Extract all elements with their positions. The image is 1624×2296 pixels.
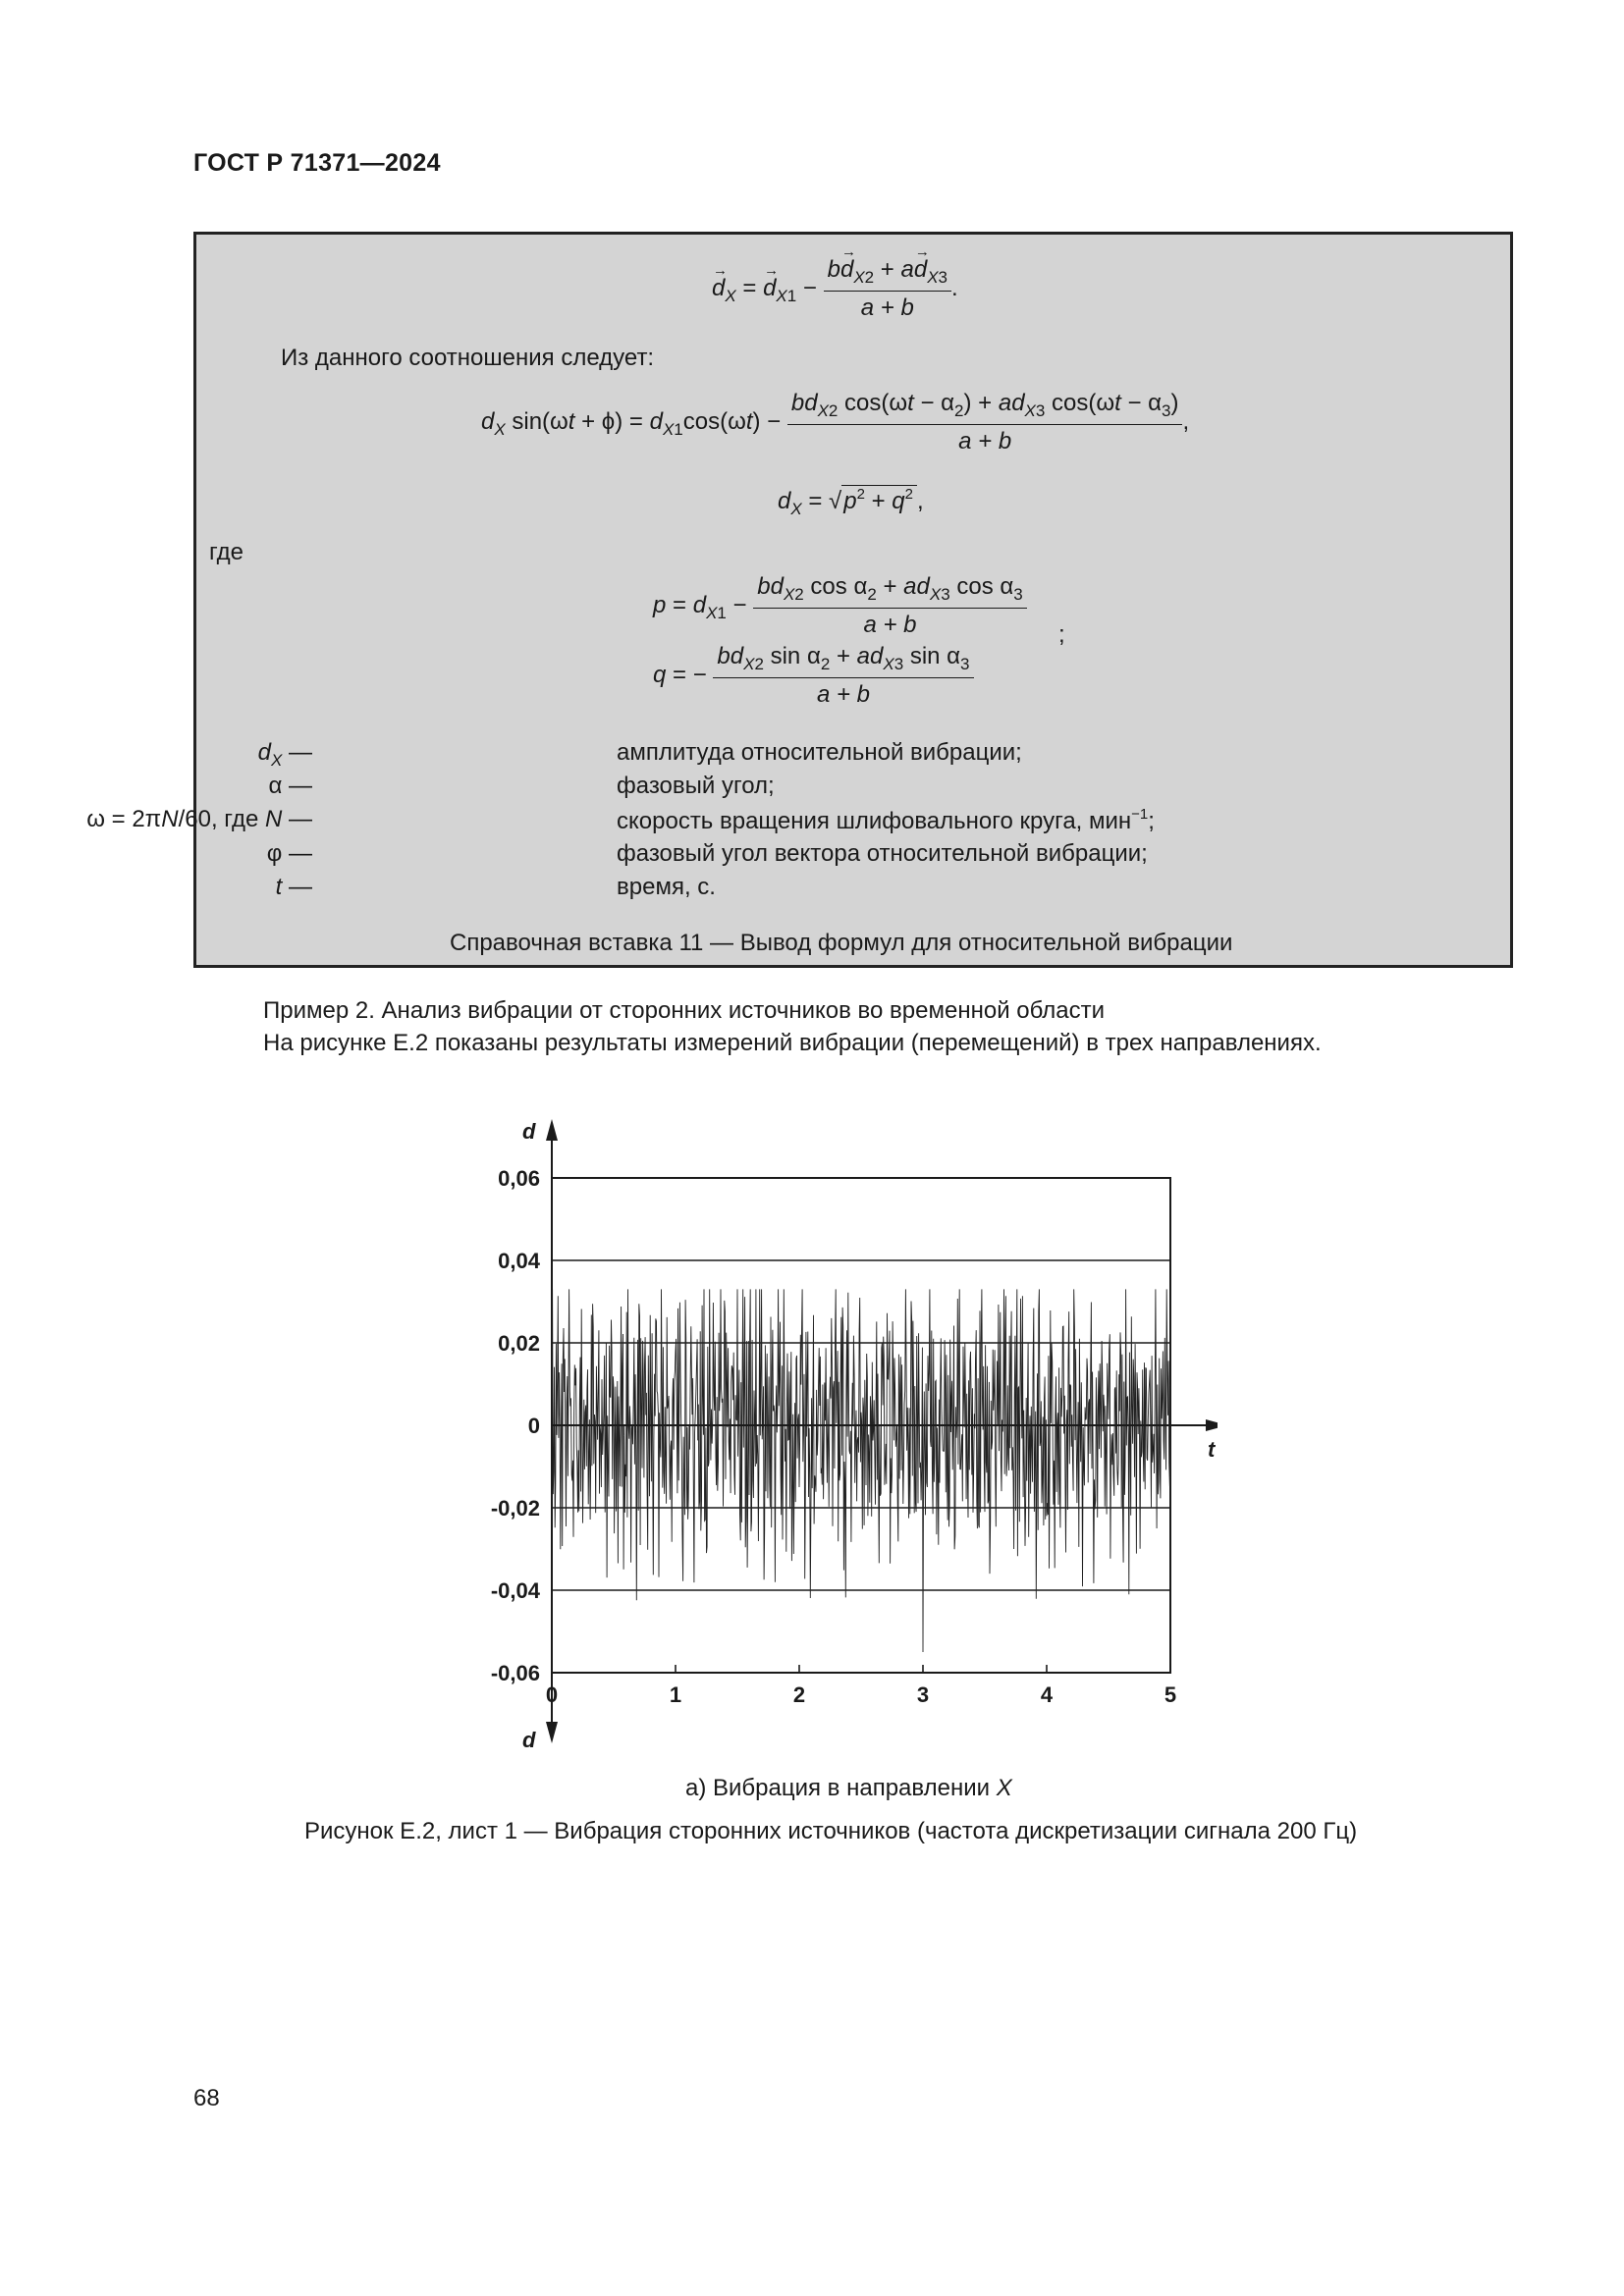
formula-p: $p = d_{X1}$ − $\frac{bd_{X2} \cos \alpha_2 + ad_{X3} \cos \alpha_3}{a + b}$ [653, 573, 1027, 639]
vibration-chart-svg [461, 1101, 1218, 1769]
def-symbol-omega: ω = 2πN/60, где N — [86, 806, 312, 832]
t-axis-label: t [1208, 1437, 1216, 1462]
formula-dx-sqrt: $d_X = √p^2 + q^2$ , [778, 486, 924, 518]
where-label: где [209, 539, 244, 565]
x-tick-label: 5 [1164, 1682, 1177, 1707]
example-line-2: На рисунке Е.2 показаны результаты измерений вибрации (перемещений) в трех направлениях. [263, 1030, 1322, 1056]
y-tick-label: 0,04 [498, 1249, 540, 1273]
def-text-dx: амплитуда относительной вибрации; [617, 739, 1022, 766]
def-symbol-dx: $d_X$ — [257, 739, 312, 770]
box-caption: Справочная вставка 11 — Вывод формул для относительной вибрации [450, 930, 1233, 956]
x-tick-label: 2 [792, 1682, 806, 1707]
formula-semicolon: ; [1058, 621, 1065, 648]
def-text-phi: фазовый угол вектора относительной вибрации; [617, 840, 1148, 867]
def-text-omega: скорость вращения шлифовального круга, мин$^{-1}$; [617, 806, 1155, 834]
x-tick-label: 0 [545, 1682, 559, 1707]
example-line-1: Пример 2. Анализ вибрации от сторонних источников во временной области [263, 997, 1106, 1024]
formula-dx-vector: → $d_X$ = → $d_{X1}$ − $\frac{b\to d_{X2} + a\to d_{X3}}{a + b}$ . [712, 256, 958, 322]
intro-text: Из данного соотношения следует: [281, 345, 655, 371]
y-tick-label: 0,02 [498, 1331, 540, 1356]
page-header: ГОСТ Р 71371—2024 [193, 149, 441, 177]
y-tick-label: -0,06 [490, 1661, 540, 1685]
x-tick-label: 4 [1040, 1682, 1054, 1707]
d-axis-arrow-down [546, 1722, 558, 1743]
def-symbol-alpha: α — [268, 773, 312, 799]
x-tick-label: 3 [916, 1682, 930, 1707]
formula-dx-sin: $d_X$ $\sin(\omega t + \phi) = d_{X1}\cos(\omega t)$ − $\frac{bd_{X2} \cos(\omega t - \alpha_2) + ad_{X3} \cos(\omega t - \alpha_3)}{a + b}$ , [481, 390, 1190, 454]
d-axis-label-top: d [522, 1119, 536, 1144]
def-text-alpha: фазовый угол; [617, 773, 775, 799]
t-axis-arrowhead [1206, 1419, 1218, 1431]
d-axis-label-bottom: d [522, 1728, 536, 1752]
x-tick-label: 1 [669, 1682, 682, 1707]
figure-caption: Рисунок Е.2, лист 1 — Вибрация сторонних источников (частота дискретизации сигнала 200 Гц) [304, 1818, 1358, 1844]
y-tick-label: -0,04 [490, 1578, 540, 1603]
y-tick-label: 0,06 [498, 1166, 540, 1191]
def-text-t: время, с. [617, 874, 716, 900]
y-tick-label: 0 [527, 1414, 540, 1438]
y-tick-label: -0,02 [490, 1496, 540, 1521]
page-number: 68 [193, 2085, 220, 2111]
def-symbol-phi: φ — [266, 840, 312, 867]
reference-insert-box [86, 232, 1513, 968]
formula-q: q = − $\frac{bd_{X2} \sin \alpha_2 + ad_{X3} \sin \alpha_3}{a + b}$ [653, 643, 974, 709]
vibration-chart [461, 1101, 1218, 1769]
d-axis-arrow-up [546, 1119, 558, 1141]
figure-subcaption: а) Вибрация в направлении X [685, 1775, 1012, 1801]
def-symbol-t: t — [275, 874, 312, 900]
